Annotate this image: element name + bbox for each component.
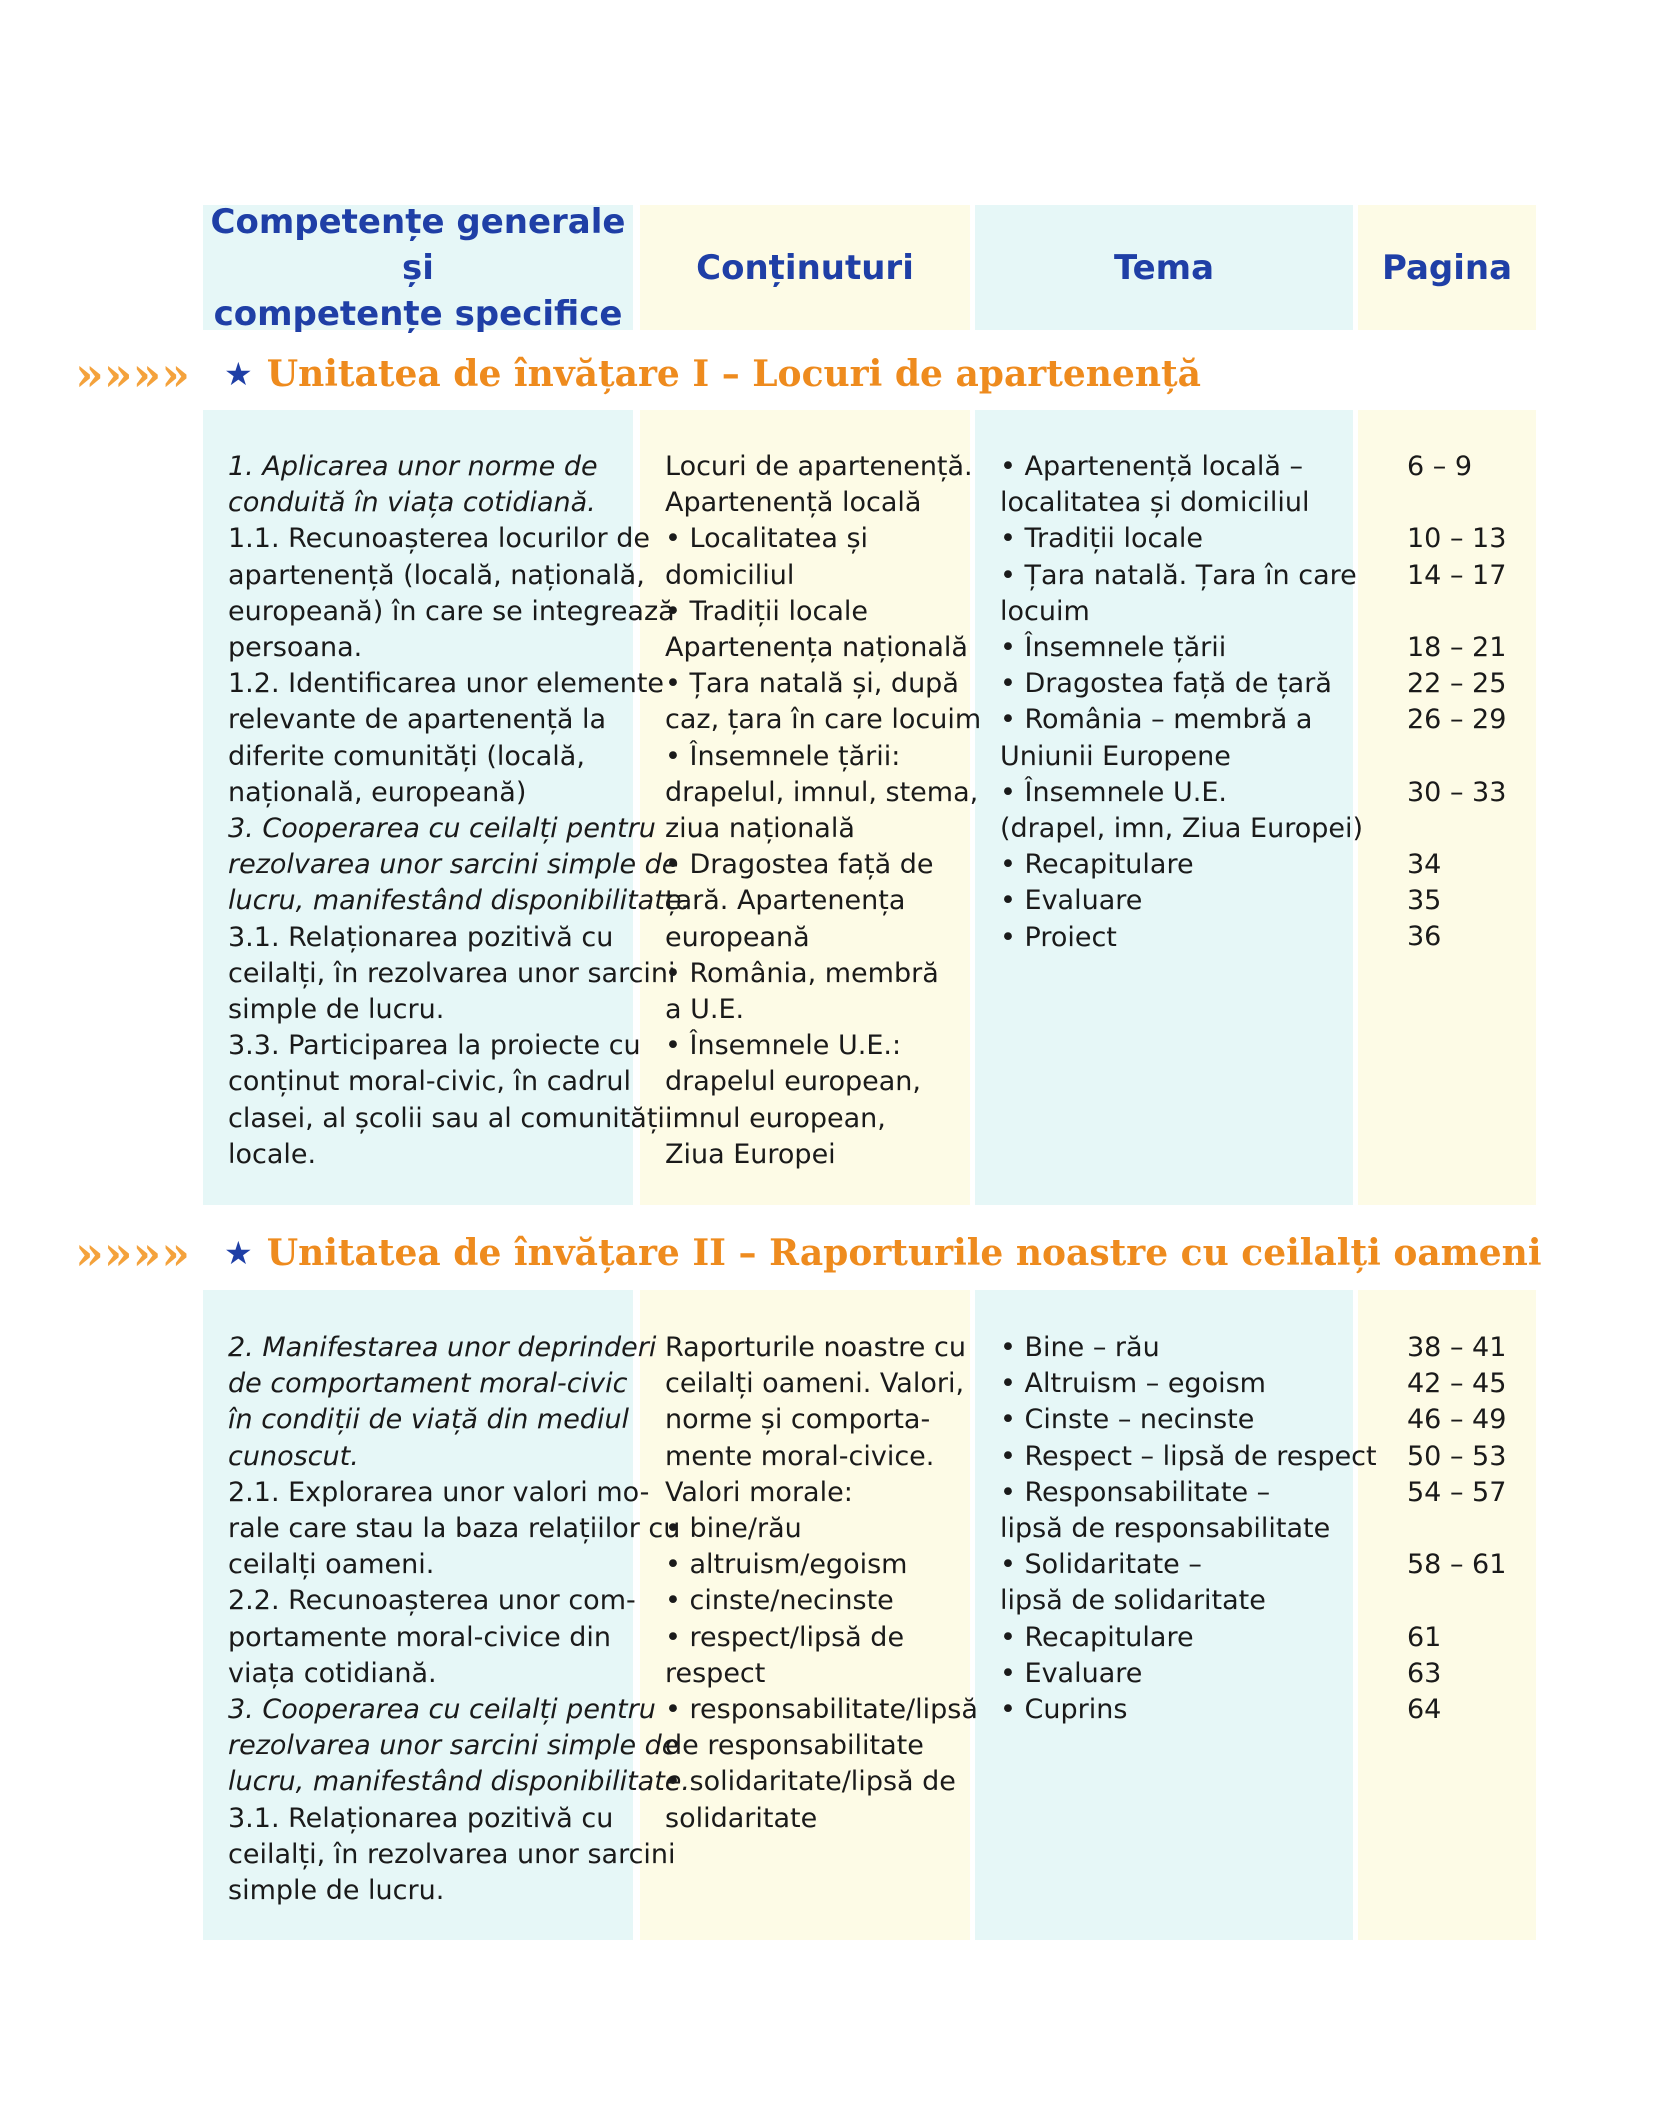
page-range [1407,739,1506,775]
page-range: 34 [1407,849,1442,881]
unit2-heading [75,1223,1542,1283]
unit1-title: Unitatea de învățare I – Locuri de apartenență [266,353,1201,395]
competency-line: 2. Manifestarea unor deprinderi [228,1332,657,1363]
theme-line: locuim [1000,595,1090,627]
competency-line: conținut moral-civic, în cadrul [228,1066,631,1098]
content-line: • altruism/egoism [665,1549,908,1581]
theme-line: • Responsabilitate – [1000,1476,1271,1508]
header-contents: Conținuturi [640,205,970,330]
star-icon: ★ [224,355,253,393]
competency-line: 3.1. Relaționarea pozitivă cu [228,921,614,953]
competency-line: 3. Cooperarea cu ceilalți pentru [228,1694,656,1726]
content-line: Valori morale: [665,1476,853,1508]
content-line: ceilalți oameni. Valori, [665,1368,965,1400]
competency-line: locale. [228,1138,317,1170]
page-range: 35 [1407,885,1442,917]
header-page: Pagina [1358,205,1536,330]
chevrons-icon: » » » » [75,347,184,401]
content-line: Ziua Europei [665,1138,836,1170]
content-line: europeană [665,921,810,953]
theme-line: • Cinste – necinste [1000,1404,1255,1436]
content-line: • solidaritate/lipsă de [665,1766,956,1798]
page-range: 42 – 45 [1407,1368,1507,1400]
theme-line: • Altruism – egoism [1000,1368,1266,1400]
page-range: 36 [1407,921,1442,953]
competency-line: 1. Aplicarea unor norme de [228,451,598,482]
competency-line: de comportament moral-civic [228,1368,628,1400]
theme-line: • Însemnele U.E. [1000,776,1227,808]
unit2-themes [1000,1330,1377,1728]
theme-line: • Recapitulare [1000,1621,1194,1653]
page-range [1407,594,1506,630]
page-range [1407,1583,1506,1619]
competency-line: 3.3. Participarea la proiecte cu [228,1030,641,1062]
header-competencies-line1: Competențe generale și [210,201,626,288]
competency-line: 3. Cooperarea cu ceilalți pentru [228,813,656,845]
content-line: norme și comporta- [665,1404,931,1436]
content-line: imnul european, [665,1102,886,1134]
content-line: • Țara natală și, după [665,668,959,700]
unit1-contents [665,449,981,1173]
unit2-competencies [228,1330,690,1909]
content-line: • bine/rău [665,1513,802,1545]
theme-line: • Proiect [1000,921,1117,953]
competency-line: națională, europeană) [228,776,527,808]
content-line: • Dragostea față de [665,849,934,881]
page-range: 30 – 33 [1407,776,1507,808]
content-line: de responsabilitate [665,1730,924,1762]
competency-line: în condiții de viață din mediul [228,1404,630,1436]
content-line: mente moral-civice. [665,1440,935,1472]
competency-line: simple de lucru. [228,994,445,1026]
page-range: 10 – 13 [1407,523,1507,555]
theme-line: lipsă de solidaritate [1000,1585,1266,1617]
theme-line: (drapel, imn, Ziua Europei) [1000,813,1364,845]
page-range [1407,485,1506,521]
theme-line: • Țara natală. Țara în care [1000,559,1357,591]
competency-line: simple de lucru. [228,1875,445,1907]
page-range: 63 [1407,1657,1442,1689]
page-range: 61 [1407,1621,1442,1653]
competency-line: viața cotidiană. [228,1657,437,1689]
theme-line: • Solidaritate – [1000,1549,1202,1581]
header-competencies-line2: competențe specifice [213,293,623,334]
page-range: 50 – 53 [1407,1440,1507,1472]
content-line: drapelul, imnul, stema, [665,776,979,808]
page-range: 18 – 21 [1407,631,1507,663]
competency-line: 3.1. Relaționarea pozitivă cu [228,1802,614,1834]
page-range [1407,1511,1506,1547]
content-line: Apartenență locală [665,487,922,519]
page-range: 58 – 61 [1407,1549,1507,1581]
star-icon: ★ [224,1234,253,1272]
theme-line: • Evaluare [1000,885,1143,917]
content-line: drapelul european, [665,1066,921,1098]
competency-line: 2.2. Recunoașterea unor com- [228,1585,636,1617]
content-line: solidaritate [665,1802,818,1834]
content-line: Raporturile noastre cu [665,1332,966,1363]
theme-line: localitatea și domiciliul [1000,487,1310,519]
content-line: ziua națională [665,813,855,845]
chevrons-icon: » » » » [75,1226,184,1280]
unit1-pages [1407,449,1506,956]
competency-line: 1.1. Recunoașterea locurilor de [228,523,650,555]
competency-line: 2.1. Explorarea unor valori mo- [228,1476,650,1508]
competency-line: ceilalți, în rezolvarea unor sarcini [228,1838,676,1870]
content-line: respect [665,1657,766,1689]
unit2-contents [665,1330,978,1837]
content-line: • cinste/necinste [665,1585,894,1617]
page-range: 6 – 9 [1407,451,1473,482]
competency-line: 1.2. Identificarea unor elemente [228,668,665,700]
competency-line: clasei, al școlii sau al comunității [228,1102,673,1134]
page-range [1407,811,1506,847]
page-range: 46 – 49 [1407,1404,1507,1436]
page-range: 22 – 25 [1407,668,1507,700]
competency-line: ceilalți, în rezolvarea unor sarcini [228,957,676,989]
content-line: caz, țara în care locuim [665,704,982,736]
content-line: Apartenența națională [665,632,968,664]
page-range: 64 [1407,1693,1442,1725]
content-line: • Însemnele U.E.: [665,1030,902,1062]
page-range: 38 – 41 [1407,1332,1507,1363]
header-theme: Tema [975,205,1353,330]
theme-line: • Respect – lipsă de respect [1000,1440,1377,1472]
theme-line: • Bine – rău [1000,1332,1160,1363]
theme-line: • Tradiții locale [1000,523,1204,555]
theme-line: • Cuprins [1000,1694,1128,1726]
content-line: țară. Apartenența [665,885,906,917]
unit1-heading [75,344,1201,404]
competency-line: portamente moral-civice din [228,1621,612,1653]
header-competencies [203,201,633,334]
content-line: domiciliul [665,559,795,591]
theme-line: • Apartenență locală – [1000,451,1304,482]
unit1-themes [1000,449,1363,956]
content-line: • Localitatea și [665,523,869,555]
page-range: 26 – 29 [1407,704,1507,736]
competency-line: lucru, manifestând disponibilitate. [228,1766,690,1798]
competency-line: lucru, manifestând disponibilitate. [228,885,690,917]
competency-line: rezolvarea unor sarcini simple de [228,849,679,881]
content-line: • Tradiții locale [665,595,869,627]
unit2-pages [1407,1330,1506,1728]
competency-line: persoana. [228,632,363,664]
page-range: 14 – 17 [1407,559,1507,591]
competency-line: diferite comunități (locală, [228,740,585,772]
competency-line: conduită în viața cotidiană. [228,487,596,519]
theme-line: • Dragostea față de țară [1000,668,1332,700]
competency-line: rale care stau la baza relațiilor cu [228,1513,681,1545]
competency-line: europeană) în care se integrează [228,595,675,627]
unit2-title: Unitatea de învățare II – Raporturile noastre cu ceilalți oameni [266,1232,1542,1274]
content-line: Locuri de apartenență. [665,451,973,482]
theme-line: • România – membră a [1000,704,1313,736]
content-line: a U.E. [665,994,745,1026]
content-line: • responsabilitate/lipsă [665,1694,978,1726]
content-line: • respect/lipsă de [665,1621,905,1653]
competency-line: apartenență (locală, națională, [228,559,645,591]
theme-line: lipsă de responsabilitate [1000,1513,1331,1545]
theme-line: Uniunii Europene [1000,740,1231,772]
content-line: • Însemnele țării: [665,740,901,772]
content-line: • România, membră [665,957,939,989]
theme-line: • Însemnele țării [1000,632,1227,664]
unit1-competencies [228,449,690,1173]
page-range: 54 – 57 [1407,1476,1507,1508]
competency-line: ceilalți oameni. [228,1549,435,1581]
theme-line: • Evaluare [1000,1657,1143,1689]
competency-line: rezolvarea unor sarcini simple de [228,1730,679,1762]
competency-line: cunoscut. [228,1440,359,1472]
competency-line: relevante de apartenență la [228,704,607,736]
theme-line: • Recapitulare [1000,849,1194,881]
